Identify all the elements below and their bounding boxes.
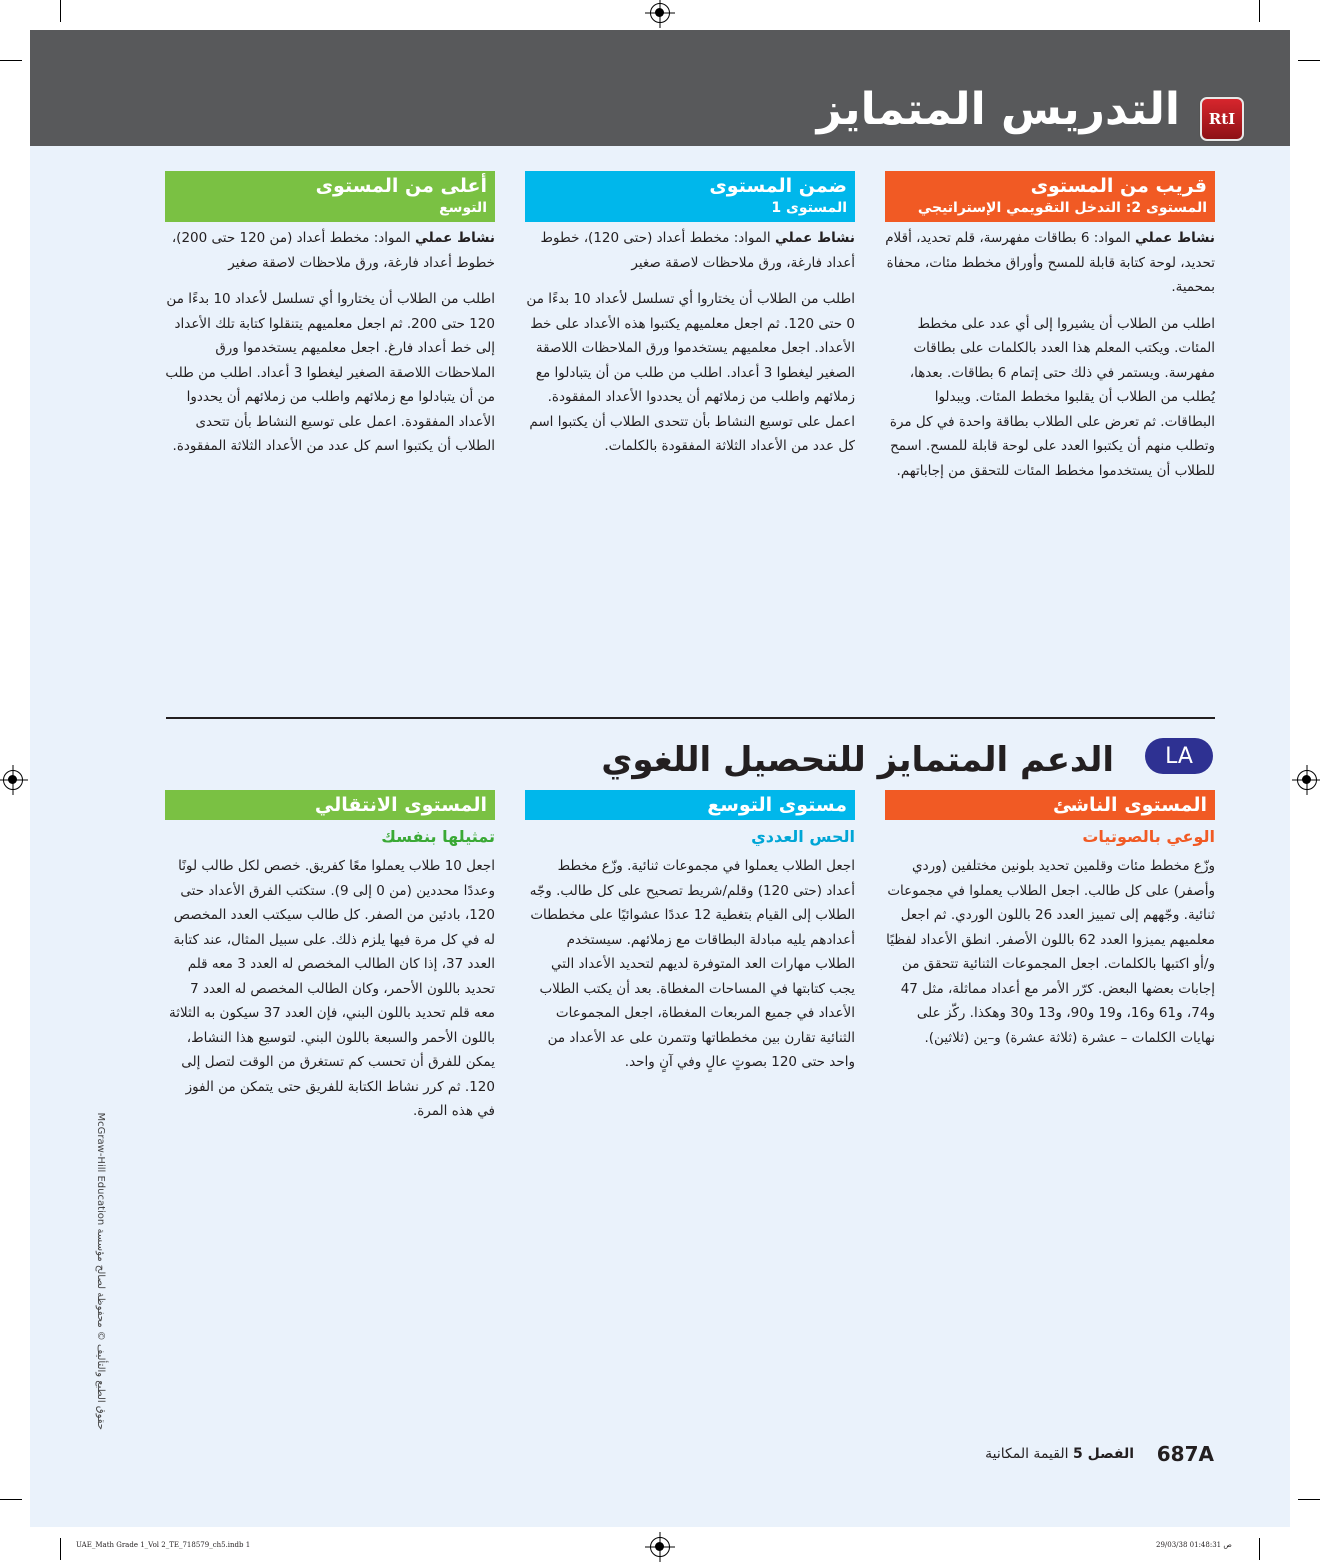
registration-mark-icon	[650, 3, 670, 23]
chapter-label	[985, 1446, 1134, 1462]
section-title: الدعم المتمايز للتحصيل اللغوي	[601, 740, 1114, 780]
column-emerging	[885, 790, 1215, 1062]
page-title: التدريس المتمايز	[816, 84, 1180, 135]
column-header	[885, 171, 1215, 222]
column-heading: مستوى التوسع	[525, 790, 855, 820]
print-slug: UAE_Math Grade 1_Vol 2_TE_718579_ch5.indb 1	[76, 1541, 251, 1549]
column-subheading: الحس العددي	[751, 827, 855, 846]
crop-mark	[60, 0, 61, 22]
crop-mark	[0, 60, 22, 61]
activity-text: اطلب من الطلاب أن يشيروا إلى أي عدد على مخطط المئات. ويكتب المعلم هذا العدد بالكلمات على بطاقات مفهرسة. ويستمر في ذلك حتى إتمام 6 بطاقات. بعدها، يُطلب من الطلاب أن يقلبوا مخطط المئات. ويبدلوا البطاقات. ثم تعرض على الطلاب بطاقة واحدة في كل مرة وتطلب منهم أن يكتبوا العدد على لوحة قابلة للمسح. اسمح للطلاب أن يستخدموا مخطط المئات للتحقق من إجاباتهم.	[889, 315, 1215, 479]
column-heading: قريب من المستوى	[1030, 175, 1207, 197]
materials-text: المواد: مخطط أعداد (حتى 120)، خطوط أعداد فارغة، ورق ملاحظات لاصقة صغير	[540, 230, 855, 271]
column-heading: ضمن المستوى	[709, 175, 847, 197]
registration-mark-icon	[1297, 770, 1317, 790]
column-subheading: تمثيلها بنفسك	[381, 827, 495, 846]
column-subheading: التوسع	[439, 200, 487, 216]
column-heading: أعلى من المستوى	[315, 175, 487, 197]
crop-mark	[1259, 1538, 1260, 1560]
rti-badge-icon: RtI	[1200, 97, 1244, 141]
registration-mark-icon	[3, 770, 23, 790]
column-subheading: المستوى 1	[771, 200, 847, 216]
column-approaching	[885, 171, 1215, 495]
column-bridging	[165, 790, 495, 1136]
chapter-number: الفصل 5	[1072, 1446, 1134, 1462]
activity-text: اطلب من الطلاب أن يختاروا أي تسلسل لأعداد 10 بدءًا من 0 حتى 120. ثم اجعل معلميهم يكتبوا هذه الأعداد على خط الأعداد. اجعل معلميهم يستخدموا ورق الملاحظات اللاصقة الصغير ليغطوا 3 أعداد. اطلب من طلب من أن يتبادلوا مع زملائهم واطلب من زملائهم أن يحددوا الأعداد المفقودة. اعمل على توسيع النشاط بأن تتحدى الطلاب أن يكتبوا اسم كل عدد من الأعداد الثلاثة المفقودة بالكلمات.	[526, 291, 855, 454]
activity-text: وزّع مخطط مئات وقلمين تحديد بلونين مختلفين (وردي وأصفر) على كل طالب. اجعل الطلاب يعملوا في مجموعات ثنائية. وجّههم إلى تمييز العدد 26 باللون الوردي. ثم اجعل معلميهم يميزوا العدد 62 باللون الأصفر. انطق الأعداد لفظيًا و/أو اكتبها بالكلمات. اجعل المجموعات الثنائية تتحقق من إجابات بعضها البعض. كرّر الأمر مع أعداد مماثلة، مثل 47 و74، و61 و16، و19 و90، و13 و30 وهكذا. ركّز على نهايات الكلمات – عشرة (ثلاثة عشرة) و–ين (ثلاثين).	[886, 858, 1215, 1046]
column-body	[525, 850, 855, 1075]
la-badge-icon: LA	[1145, 738, 1213, 774]
activity-text: اجعل الطلاب يعملوا في مجموعات ثنائية. وزّع مخطط أعداد (حتى 120) وقلم/شريط تصحيح على كل طالب. وجّه الطلاب إلى القيام بتغطية 12 عددًا عشوائيًا على مخططات أعدادهم يليه مبادلة البطاقات مع زملائهم. سيستخدم الطلاب مهارات العد المتوفرة لديهم لتحديد الأعداد التي يجب كتابتها في المساحات المغطاة. بعد أن يكتب الطلاب الأعداد في جميع المربعات المغطاة، اجعل المجموعات الثنائية تقارن بين مخططاتها وتتمرن على عد الأعداد من واحد حتى 120 بصوتٍ عالٍ وفي آنٍ واحد.	[529, 858, 855, 1070]
crop-mark	[1298, 60, 1320, 61]
column-heading: المستوى الناشئ	[885, 790, 1215, 820]
activity-text: اجعل 10 طلاب يعملوا معًا كفريق. خصص لكل طالب لونًا وعددًا محددين (من 0 إلى 9). ستكتب الفرق الأعداد حتى 120، بادئين من الصفر. كل طالب سيكتب العدد المخصص له في كل مرة فيها يلزم ذلك. على سبيل المثال، عند كتابة العدد 37، إذا كان الطالب المخصص له العدد 3 معه قلم تحديد باللون الأحمر، وكان الطالب المخصص له العدد 7 معه قلم تحديد باللون البني، فإن العدد 37 سيكون به الثلاثة باللون الأحمر والسبعة باللون البني. لتوسيع هذا النشاط، يمكن للفرق أن تحسب كم تستغرق من الوقت لتصل إلى 120. ثم كرر نشاط الكتابة للفريق حتى يتمكن من الفوز في هذه المرة.	[168, 858, 495, 1119]
print-date: 29/03/38 01:48:31 ص	[1156, 1541, 1232, 1549]
copyright-note: حقوق الطبع والتأليف © محفوظة لصالح مؤسسة McGraw-Hill Education	[95, 1112, 106, 1430]
column-body	[885, 222, 1215, 483]
crop-mark	[60, 1538, 61, 1560]
section-divider	[166, 717, 1215, 719]
activity-label: نشاط عملي	[414, 230, 495, 246]
activity-text: اطلب من الطلاب أن يختاروا أي تسلسل لأعداد 10 بدءًا من 120 حتى 200. ثم اجعل معلميهم يتنقلوا كتابة تلك الأعداد إلى خط أعداد فارغ. اجعل معلميهم يستخدموا ورق الملاحظات اللاصقة الصغير ليغطوا 3 أعداد. اطلب من طلب من أن يتبادلوا مع زملائهم واطلب من زملائهم أن يحددوا الأعداد المفقودة. اعمل على توسيع النشاط بأن تتحدى الطلاب أن يكتبوا اسم كل عدد من الأعداد الثلاثة المفقودة.	[165, 291, 495, 454]
column-header	[525, 171, 855, 222]
column-body	[525, 222, 855, 459]
crop-mark	[0, 1499, 22, 1500]
column-expanding	[525, 790, 855, 1087]
registration-mark-icon	[650, 1537, 670, 1557]
column-heading: المستوى الانتقالي	[165, 790, 495, 820]
activity-label: نشاط عملي	[774, 230, 855, 246]
column-body	[165, 850, 495, 1124]
column-on-level	[525, 171, 855, 471]
column-beyond-level	[165, 171, 495, 471]
crop-mark	[1298, 1499, 1320, 1500]
materials-text: المواد: 6 بطاقات مفهرسة، قلم تحديد، أقلام تحديد، لوحة كتابة قابلة للمسح وأوراق مخطط مئات، محفاة بمحمية.	[885, 230, 1215, 295]
activity-label: نشاط عملي	[1134, 230, 1215, 246]
column-subheading: المستوى 2: التدخل التقويمي الإستراتيجي	[917, 200, 1207, 216]
crop-mark	[1259, 0, 1260, 22]
column-body	[165, 222, 495, 459]
column-header	[165, 171, 495, 222]
materials-text: المواد: مخطط أعداد (من 120 حتى 200)، خطوط أعداد فارغة، ورق ملاحظات لاصقة صغير	[171, 230, 495, 271]
column-body	[885, 850, 1215, 1050]
chapter-title: القيمة المكانية	[985, 1446, 1069, 1462]
page-number: 687A	[1156, 1442, 1214, 1466]
column-subheading: الوعي بالصوتيات	[1082, 827, 1215, 846]
